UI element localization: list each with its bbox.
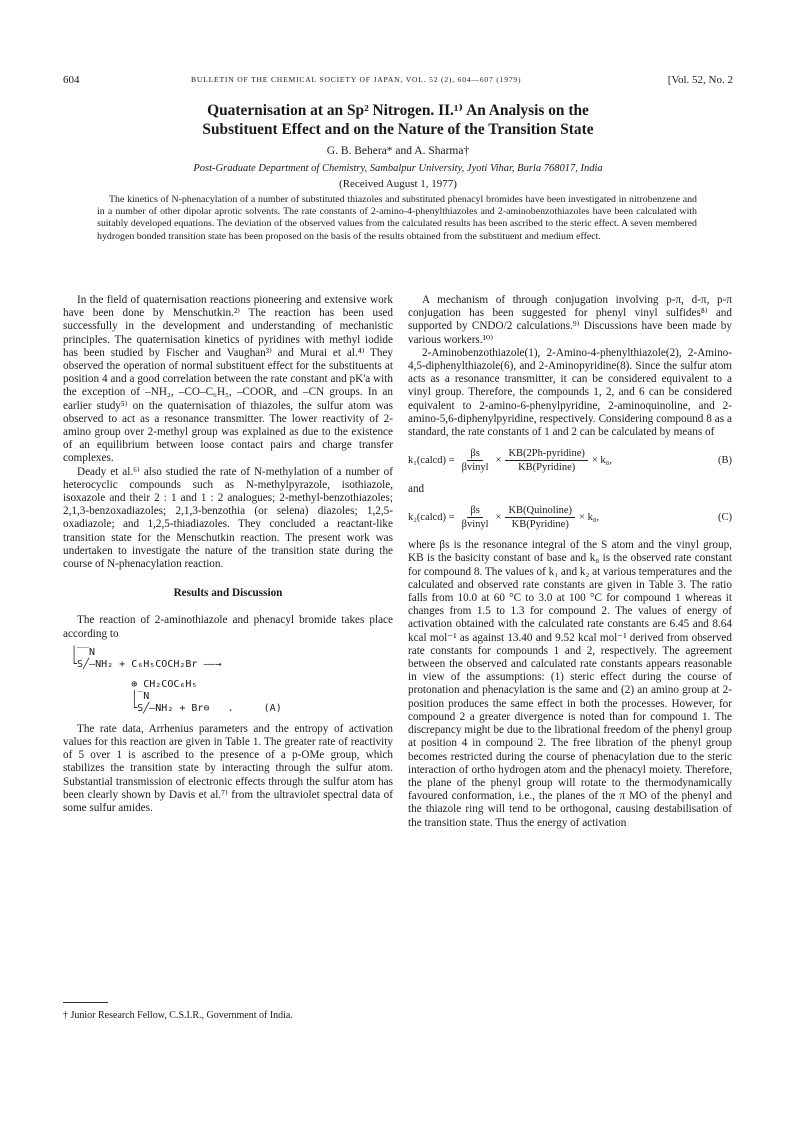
reaction-scheme-reactants: │‾‾N └S╱—NH₂ + C₆H₅COCH₂Br ——→ — [71, 646, 222, 670]
paragraph: Deady et al.⁶⁾ also studied the rate of N-methylation of a number of heterocyclic compounds such as N-methylpyrazole, isothiazole, isoxazole and their 2 : 1 and 1 : 2 analogues; 2-methyl-benzothiazoles; 2,1,3-benzoxadiazoles; 2,1,3-benzothia (or selena) diazoles; 1,2,5-oxadiazole; and 1,2,5-thiadiazoles. They concluded a reactant-like transition state for the Menschutkin reaction. The present work was undertaken to investigate the nature of the transition state during the course of N-phenacylation reaction. — [63, 465, 393, 571]
right-column — [408, 294, 732, 830]
abstract: The kinetics of N-phenacylation of a number of substituted thiazoles and substituted phenacyl bromides have been investigated in nitrobenzene and in a number of other dipolar aprotic solvents. The rate constants of 2-amino-4-phenylthiazoles and 2-aminobenzothiazoles have been calculated with suitably developed equations. The deviation of the observed values from the calculated results has been ascribed to the steric effect. A seven membered hydrogen bonded transition state has been proposed on the basis of the results obtained from the substituent and medium effect. — [97, 194, 697, 242]
section-heading: Results and Discussion — [173, 587, 283, 600]
fraction: $\frac{\text{KB(Quinoline)}}{\text{KB(Pyridine)}}$ — [505, 504, 575, 531]
fraction: $\frac{\beta s}{\text{βvinyl}}$ — [461, 448, 489, 474]
authors: G. B. Behera* and A. Sharma† — [326, 145, 470, 157]
paragraph: The reaction of 2-aminothiazole and phenacyl bromide takes place according to — [63, 614, 393, 640]
eq-lhs: k₂(calcd) = — [408, 511, 455, 523]
eq-tail: × k₈, — [579, 511, 600, 523]
journal-citation: BULLETIN OF THE CHEMICAL SOCIETY OF JAPAN, VOL. 52 (2), 604—607 (1979) — [191, 75, 522, 84]
title-line-1: Quaternisation at an Sp² Nitrogen. II.¹⁾ An Analysis on the — [207, 102, 589, 119]
footnote-rule — [63, 1002, 108, 1003]
reaction-scheme-product: ⊕ CH₂COC₆H₅ │‾N └S╱—NH₂ + Br⊖ . (A) — [131, 678, 282, 714]
title-line-2: Substituent Effect and on the Nature of the Transition State — [202, 121, 594, 138]
fraction: $\frac{\beta s}{\text{βvinyl}}$ — [461, 504, 489, 531]
paragraph: A mechanism of through conjugation involving p-π, d-π, p-π conjugation has been suggested for phenyl vinyl sulfides⁸⁾ and supported by CNDO/2 calculations.⁹⁾ Discussions have been made by various workers.¹⁰⁾ — [408, 294, 732, 346]
footnote: † Junior Research Fellow, C.S.I.R., Government of India. — [63, 1010, 293, 1021]
paragraph: In the field of quaternisation reactions pioneering and extensive work have been done by Menschutkin.²⁾ The reaction has been used successfully in the development and understanding of mechanistic principles. The quaternisation kinetics of pyridines with methyl iodide has been studied by Fischer and Vaughan³⁾ and Murai et al.⁴⁾ They observed the operation of normal substituent effect for the substituents at position 4 and a good correlation between the rate constant and pK'a with the exception of –NH₂, –CO–C₆H₅, –COOR, and –CN groups. In an earlier study⁵⁾ on the quaternisation of thiazoles, the sulfur atom was observed to act as a resonance transmitter. The lower reactivity of 2-amino group over 2-methyl group was explained as due to the existence of an equilibrium between loose contact pairs and charge transfer complexes. — [63, 294, 393, 465]
paragraph: and — [408, 482, 425, 495]
paragraph: The rate data, Arrhenius parameters and the entropy of activation values for this reaction are given in Table 1. The greater rate of reactivity of 5 over 1 is ascribed to the presence of a p-OMe group, which stabilizes the transition state by interacting through the sulfur atom. Substantial transmission of electronic effects through the sulfur atom has been clearly shown by Davis et al.⁷⁾ from the ultraviolet spectral data of some sulfur amides. — [63, 722, 393, 815]
eq-tail: × k₈, — [591, 455, 612, 467]
equation-c: k₂(calcd) = $\frac{\beta s}{\text{βvinyl}}$ × $\frac{\text{KB(Quinoline)}}{\text{KB(Pyridine)}}$ × k₈, (C) — [408, 504, 732, 531]
received-date: (Received August 1, 1977) — [339, 178, 457, 190]
volume-label: [Vol. 52, No. 2 — [667, 74, 733, 86]
paragraph: 2-Aminobenzothiazole(1), 2-Amino-4-phenylthiazole(2), 2-Amino-4,5-diphenylthiazole(6), and 2-Aminopyridine(8). Since the sulfur atom acts as a resonance transmitter, it can be considered equivalent to a vinyl group. Therefore, the compounds 1, 2, and 6 can be considered equivalent to 2-amino-6-phenylpyridine, 2-aminoquinoline, and 2-amino-5,6-diphenylpyridine, respectively. Considering compound 8 as a standard, the rate constants of 1 and 2 can be calculated by means of — [408, 346, 732, 439]
running-header — [63, 74, 733, 90]
affiliation: Post-Graduate Department of Chemistry, Sambalpur University, Jyoti Vihar, Burla 768017, India — [193, 163, 603, 174]
paper-title — [63, 101, 733, 139]
page-number: 604 — [63, 74, 80, 86]
paragraph: where βs is the resonance integral of the S atom and the vinyl group, KB is the basicity constant of base and k₈ is the observed rate constant for compound 8. The values of k₁ and k₂ at various temperatures and the calculated and observed rate constants are given in Table 3. The ratio falls from 10.0 at 60 °C to 3.0 at 100 °C for compound 1 whereas it changes from 1.5 to 1.3 for compound 2. The values of energy of activation obtained with the calculated rate constants are 6.45 and 8.64 kcal mol⁻¹ as against 13.40 and 9.52 kcal mol⁻¹ derived from observed rate constants for compounds 1 and 2, respectively. The agreement between the observed and calculated rate constants appears reasonable in view of the assumptions: (1) steric effect during the course of protonation and phenacylation is the same and (2) an amino group at 2-position produces the same effect in both the processes. However, for compound 2 a greater divergence is noted than for compound 1. The discrepancy might be due to the librational freedom of the phenyl group at position 4 in compound 2. The free libration of the phenyl group becomes restricted during the course of phenacylation due to the steric interaction of ortho hydrogen atom and the phenacyl moiety. Therefore, the plane of the phenyl group will rotate to the thermodynamically favoured conformation, i.e., the planes of the π MO of the phenyl and the thiazole ring will tend to be orthogonal, causing destabilisation of the transition state. Thus the energy of activation — [408, 539, 732, 829]
equation-number: (C) — [718, 511, 732, 523]
fraction: $\frac{\text{KB(2Ph-pyridine)}}{\text{KB(Pyridine)}}$ — [505, 447, 587, 474]
left-column — [63, 294, 393, 815]
eq-lhs: k₁(calcd) = — [408, 455, 455, 467]
equation-b: k₁(calcd) = $\frac{\beta s}{\text{βvinyl}}$ × $\frac{\text{KB(2Ph-pyridine)}}{\text{KB(Pyridine)}}$ × k₈, (B) — [408, 448, 732, 474]
equation-number: (B) — [718, 455, 732, 467]
